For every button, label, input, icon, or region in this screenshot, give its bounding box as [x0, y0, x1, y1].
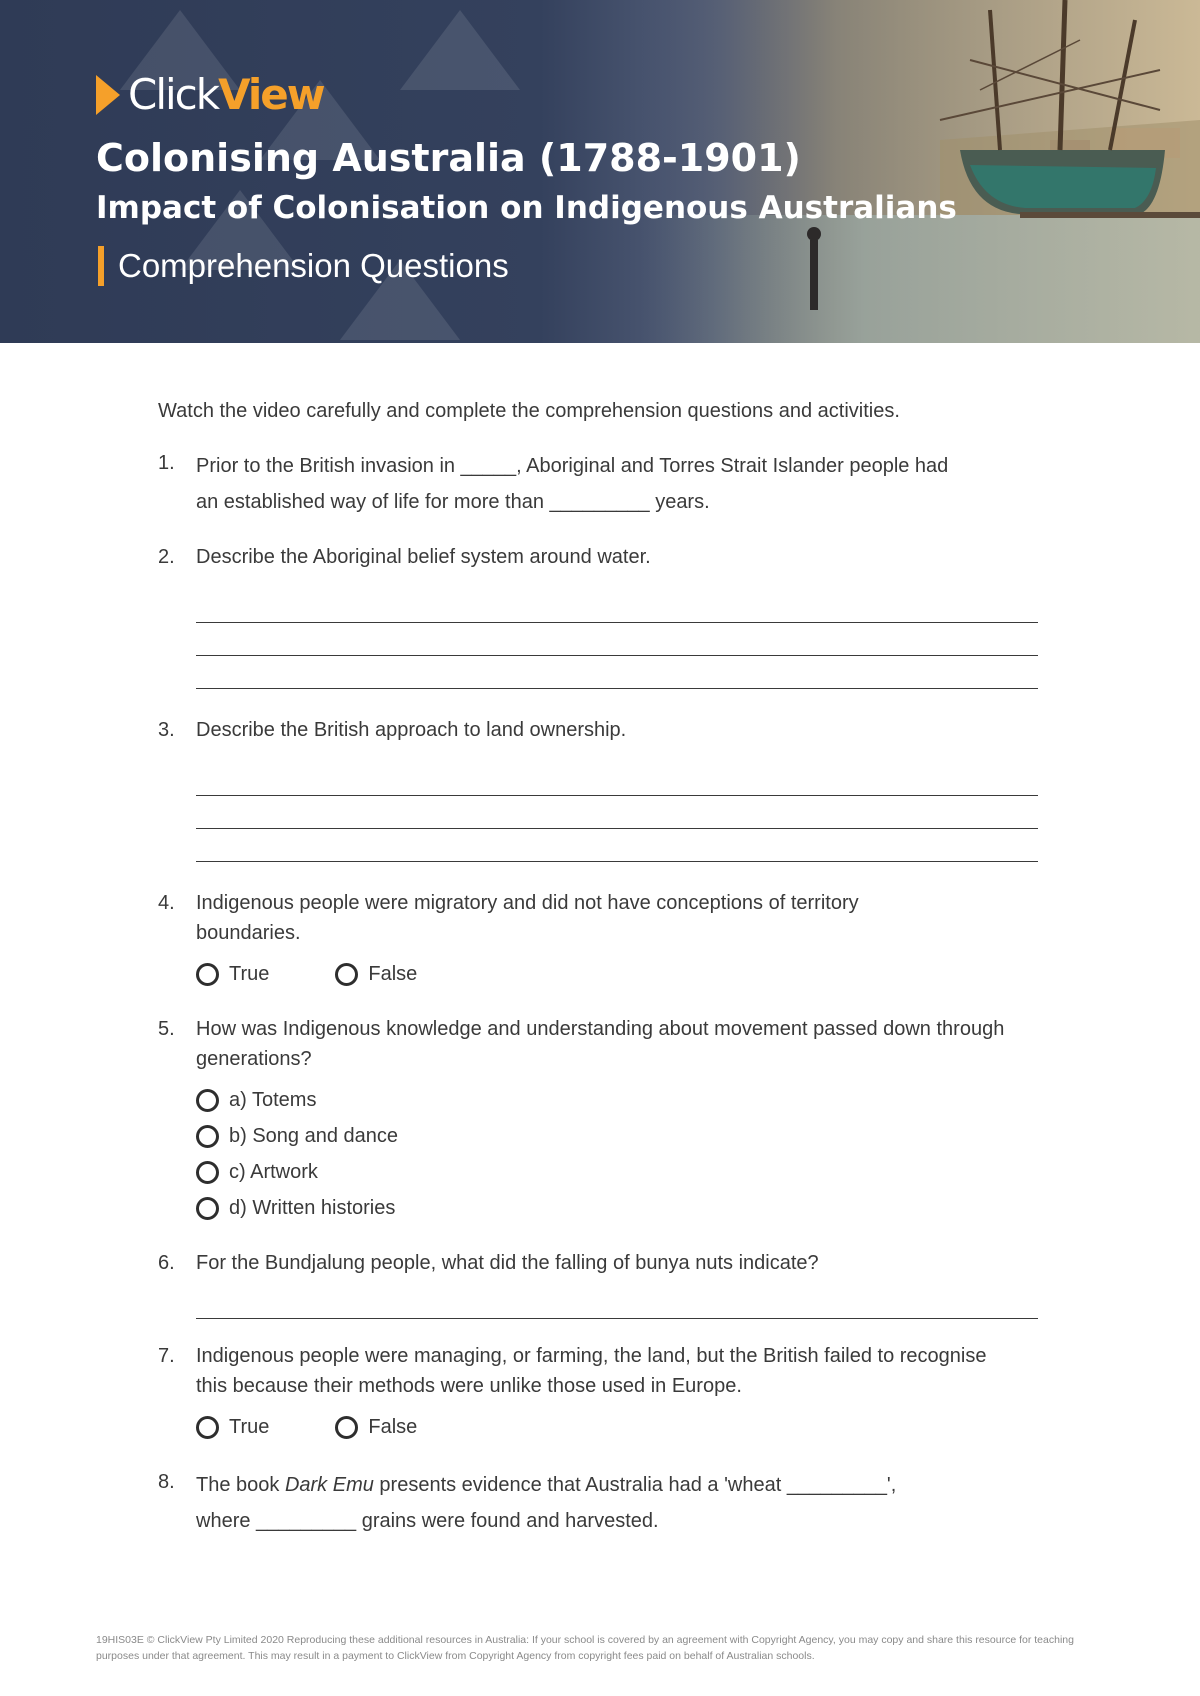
option-c[interactable] — [196, 1154, 1038, 1190]
option-label: d) Written histories — [229, 1197, 396, 1219]
answer-line[interactable] — [196, 590, 1038, 623]
option-label: False — [368, 963, 418, 985]
option-b[interactable] — [196, 1118, 1038, 1154]
question-text: Describe the Aboriginal belief system around water. — [196, 546, 651, 568]
radio-button-icon[interactable] — [196, 1416, 219, 1439]
answer-line[interactable] — [196, 763, 1038, 796]
question-6 — [158, 1248, 1038, 1319]
question-text-post: presents evidence that Australia had a 'wheat _________', — [373, 1474, 897, 1496]
clickview-logo — [96, 72, 324, 118]
question-8 — [158, 1467, 1038, 1539]
book-title: Dark Emu — [284, 1474, 374, 1496]
option-true[interactable] — [196, 956, 269, 992]
answer-lines — [196, 590, 1038, 689]
question-text: Indigenous people were managing, or farming, the land, but the British failed to recognise this because their methods were unlike those used in Europe. — [196, 1345, 987, 1397]
answer-line[interactable] — [196, 623, 1038, 656]
question-number: 7. — [158, 1345, 175, 1367]
question-1 — [158, 448, 1038, 520]
answer-line[interactable] — [196, 796, 1038, 829]
option-label: True — [229, 1416, 270, 1438]
option-label: a) Totems — [229, 1089, 317, 1111]
true-false-options — [196, 956, 1038, 992]
option-false[interactable] — [335, 956, 417, 992]
question-text: For the Bundjalung people, what did the falling of bunya nuts indicate? — [196, 1252, 819, 1274]
question-text: Indigenous people were migratory and did not have conceptions of territory boundaries. — [196, 892, 859, 944]
accent-bar — [98, 246, 104, 286]
logo-text-click: Click — [128, 70, 219, 119]
page-subtitle: Impact of Colonisation on Indigenous Australians — [96, 190, 957, 226]
radio-button-icon[interactable] — [335, 963, 358, 986]
copyright-footer: 19HIS03E © ClickView Pty Limited 2020 Reproducing these additional resources in Australia: If your school is covered by an agreement with Copyright Agency, you may copy and share this resource for teaching purposes under that agreement. This may result in a payment to ClickView from Copyright Agency from copyright fees paid on behalf of Australian schools. — [96, 1634, 1074, 1662]
question-text-line1: Prior to the British invasion in _____, Aboriginal and Torres Strait Islander people had — [196, 455, 949, 477]
radio-button-icon[interactable] — [196, 1161, 219, 1184]
answer-line[interactable] — [196, 656, 1038, 689]
question-text-line2: where _________ grains were found and harvested. — [196, 1510, 659, 1532]
radio-button-icon[interactable] — [196, 1197, 219, 1220]
question-number: 6. — [158, 1252, 175, 1274]
page-title: Colonising Australia (1788-1901) — [96, 136, 801, 180]
question-5 — [158, 1014, 1038, 1226]
option-label: b) Song and dance — [229, 1125, 399, 1147]
question-number: 4. — [158, 892, 175, 914]
radio-button-icon[interactable] — [196, 963, 219, 986]
question-text-pre: The book — [196, 1474, 285, 1496]
question-text: How was Indigenous knowledge and understanding about movement passed down through generations? — [196, 1018, 1005, 1070]
answer-line[interactable] — [196, 829, 1038, 862]
option-label: False — [368, 1416, 418, 1438]
section-heading — [98, 244, 509, 288]
question-3 — [158, 715, 1038, 862]
option-d[interactable] — [196, 1190, 1038, 1226]
radio-button-icon[interactable] — [335, 1416, 358, 1439]
question-number: 2. — [158, 546, 175, 568]
answer-line[interactable] — [196, 1286, 1038, 1319]
worksheet-body — [158, 396, 1038, 1561]
question-number: 8. — [158, 1471, 175, 1493]
radio-button-icon[interactable] — [196, 1089, 219, 1112]
answer-lines — [196, 763, 1038, 862]
instructions: Watch the video carefully and complete the comprehension questions and activities. — [158, 400, 900, 422]
true-false-options — [196, 1409, 1038, 1445]
header-banner — [0, 0, 1200, 343]
question-4 — [158, 888, 1038, 992]
question-text: Describe the British approach to land ownership. — [196, 719, 627, 741]
question-number: 3. — [158, 719, 175, 741]
question-2 — [158, 542, 1038, 689]
option-label: True — [229, 963, 270, 985]
option-true[interactable] — [196, 1409, 269, 1445]
answer-lines — [196, 1286, 1038, 1319]
option-label: c) Artwork — [229, 1161, 318, 1183]
question-number: 5. — [158, 1018, 175, 1040]
play-icon — [96, 75, 120, 115]
option-false[interactable] — [335, 1409, 417, 1445]
question-7 — [158, 1341, 1038, 1445]
radio-button-icon[interactable] — [196, 1125, 219, 1148]
question-number: 1. — [158, 452, 175, 474]
multiple-choice-options — [196, 1082, 1038, 1226]
section-label: Comprehension Questions — [118, 247, 509, 284]
logo-text-view: View — [218, 70, 324, 119]
question-text-line1 — [196, 1467, 1038, 1503]
option-a[interactable] — [196, 1082, 1038, 1118]
question-text-line2: an established way of life for more than _________ years. — [196, 491, 710, 513]
